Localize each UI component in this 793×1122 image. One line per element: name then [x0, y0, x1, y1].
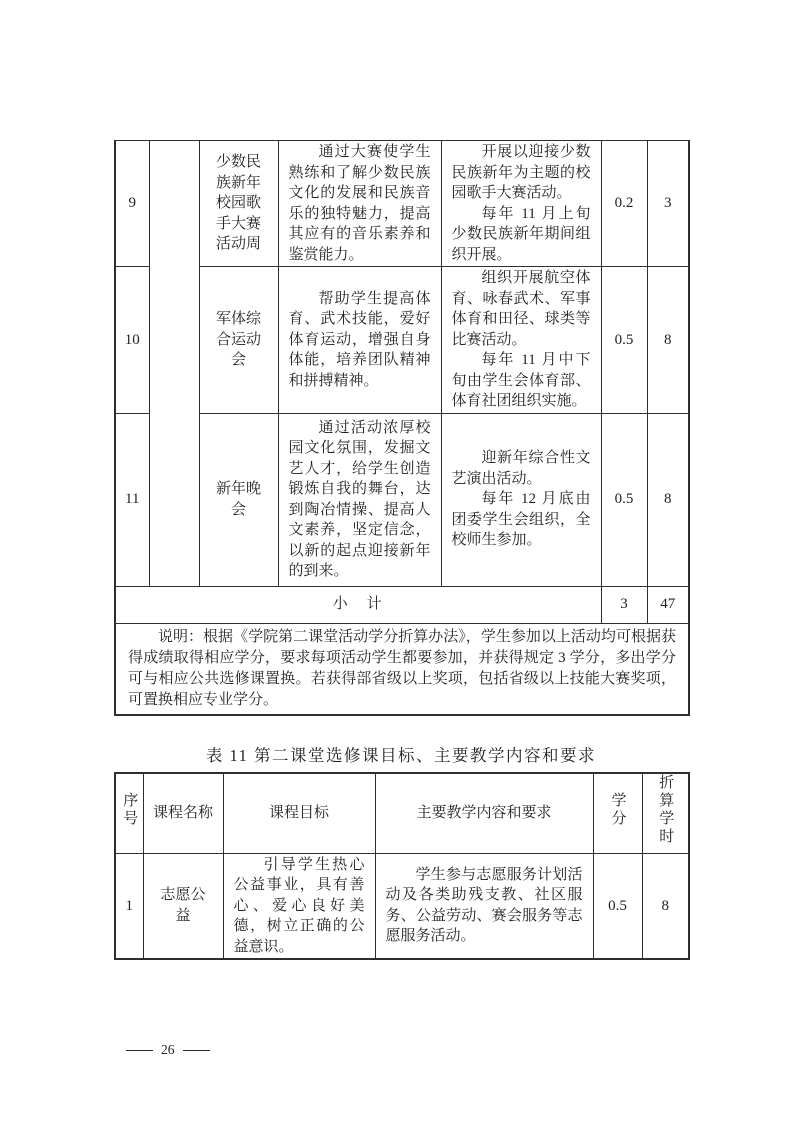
elective-header-row: [115, 773, 689, 853]
activity-credit: 0.5: [601, 267, 647, 414]
content-paragraph: 组织开展航空体育、咏春武术、军事体育和田径、球类等比赛活动。: [451, 270, 591, 348]
elective-row-1: [115, 853, 689, 959]
subtotal-row: [115, 586, 689, 623]
subtotal-label: 小 计: [115, 586, 601, 623]
header-no: [115, 773, 143, 853]
activity-row-9: [115, 141, 689, 267]
content-paragraph: 每年 11 月上旬少数民族新年期间组织开展。: [451, 205, 591, 263]
activity-goal: [278, 413, 441, 586]
course-content: [375, 853, 593, 959]
activity-content: [441, 267, 601, 414]
header-credit-label: 学分: [609, 792, 626, 828]
activity-row-10: [115, 267, 689, 414]
activity-name: 新年晚会: [199, 413, 278, 586]
activities-table: [114, 140, 690, 716]
activity-goal: [278, 267, 441, 414]
activity-content: [441, 413, 601, 586]
activity-credit: 0.5: [601, 413, 647, 586]
activity-name: 少数民族新年校园歌手大赛活动周: [199, 141, 278, 267]
activity-credit: 0.2: [601, 141, 647, 267]
footer-dash: [183, 1050, 210, 1051]
subtotal-hours: 47: [647, 586, 689, 623]
note-cell: [115, 623, 689, 715]
header-credit: [593, 773, 642, 853]
table11-title: 表 11 第二课堂选修课目标、主要教学内容和要求: [205, 746, 597, 765]
course-hours: 8: [642, 853, 689, 959]
goal-text: 通过大赛使学生熟练和了解少数民族文化的发展和民族音乐的独特魅力，提高其应有的音乐素养和鉴赏能力。: [288, 144, 431, 263]
course-no: 1: [115, 853, 143, 959]
subtotal-credit: 3: [601, 586, 647, 623]
header-course-goal: 课程目标: [223, 773, 375, 853]
header-converted-hours: [642, 773, 689, 853]
header-course-name: 课程名称: [143, 773, 223, 853]
page-number: 26: [161, 1042, 175, 1057]
goal-text: 通过活动浓厚校园文化氛围，发掘文艺人才，给学生创造锻炼自我的舞台，达到陶冶情操、提高人文素养，坚定信念，以新的起点迎接新年的到来。: [288, 419, 431, 579]
activity-content: [441, 141, 601, 267]
content-paragraph: 每年 11 月中下旬由学生会体育部、体育社团组织实施。: [451, 352, 591, 409]
activity-hours: 3: [647, 141, 689, 267]
course-goal: [223, 853, 375, 959]
activity-no: 9: [115, 141, 149, 267]
note-row: [115, 623, 689, 715]
page-footer: [118, 1042, 218, 1058]
header-main-content: 主要教学内容和要求: [375, 773, 593, 853]
header-no-label: 序号: [121, 792, 138, 828]
activity-goal: [278, 141, 441, 267]
activity-no: 11: [115, 413, 149, 586]
content-paragraph: 迎新年综合性文艺演出活动。: [451, 450, 591, 487]
content-paragraph: 每年 12 月底由团委学生会组织，全校师生参加。: [451, 491, 591, 549]
header-converted-hours-label: 折算学时: [657, 774, 674, 846]
goal-text: 帮助学生提高体育、武术技能，爱好体育运动，增强自身体能，培养团队精神和拼搏精神。: [288, 290, 431, 389]
goal-text: 引导学生热心公益事业，具有善心、爱心良好美德，树立正确的公益意识。: [233, 856, 365, 955]
note-text: 说明：根据《学院第二课堂活动学分折算办法》，学生参加以上活动均可根据获得成绩取得相应学分，要求每项活动学生都要参加，并获得规定 3 学分，多出学分可与相应公共选修课置换。若获得部省级以上奖项，包括省级以上技能大赛奖项，可置换相应专业学分。: [128, 628, 676, 708]
activity-hours: 8: [647, 267, 689, 414]
activity-name: 军体综合运动会: [199, 267, 278, 414]
activity-hours: 8: [647, 413, 689, 586]
content-paragraph: 学生参与志愿服务计划活动及各类助残支教、社区服务、公益劳动、赛会服务等志愿服务活动。: [385, 866, 583, 945]
course-name: 志愿公益: [143, 853, 223, 959]
activity-row-11: [115, 413, 689, 586]
content-paragraph: 开展以迎接少数民族新年为主题的校园歌手大赛活动。: [451, 144, 591, 201]
activity-no: 10: [115, 267, 149, 414]
footer-dash: [126, 1050, 153, 1051]
course-credit: 0.5: [593, 853, 642, 959]
activity-category-empty: [149, 141, 199, 587]
elective-table: [114, 772, 690, 960]
